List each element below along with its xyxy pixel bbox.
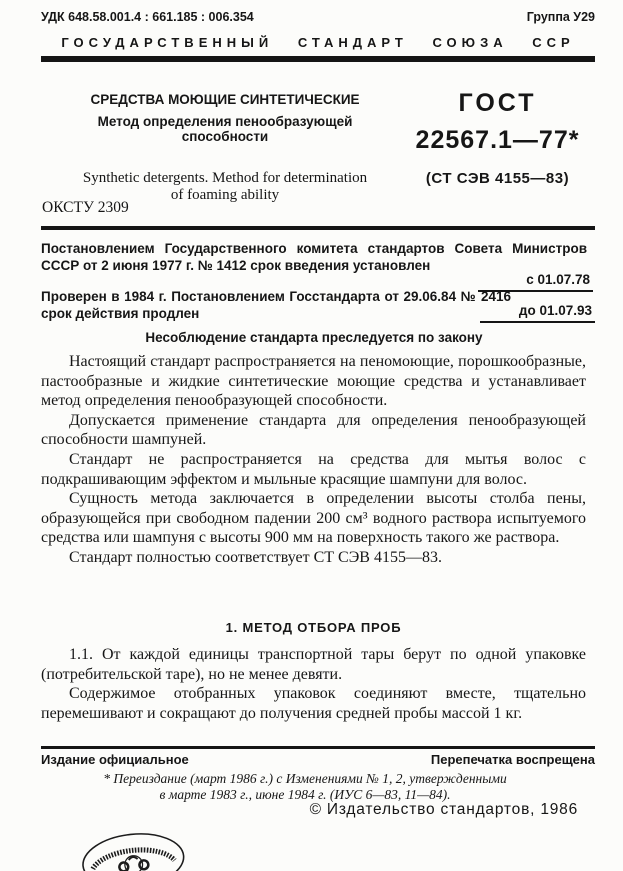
udk-code: УДК 648.58.001.4 : 661.185 : 006.354 [41, 10, 254, 24]
scope-paragraph: Настоящий стандарт распространяется на пеномоющие, порошкообразные, пастообразные и жидкие синтетические моющие средства и устанавливает метод определения пенообразующей способности. [41, 353, 586, 410]
enactment-paragraph-2: Проверен в 1984 г. Постановлением Госстандарта от 29.06.84 № 2416 срок действия продлен [41, 289, 511, 321]
extended-date-row [480, 302, 595, 323]
reissue-footnote [60, 771, 550, 803]
state-standard-banner: ГОСУДАРСТВЕННЫЙ СТАНДАРТ СОЮЗА ССР [61, 35, 575, 50]
top-divider-rule [41, 56, 595, 62]
reprint-prohibited-label: Перепечатка воспрещена [430, 752, 595, 767]
reissue-footnote-line1: * Переиздание (март 1986 г.) с Изменениями № 1, 2, утвержденными [103, 771, 507, 786]
title-russian-line2: Метод определения пенообразующей способности [97, 114, 353, 144]
section-1-paragraph: Содержимое отобранных упаковок соединяют вместе, тщательно перемешивают и сокращают до получения средней пробы массой 1 кг. [41, 685, 586, 722]
section-1-paragraph: 1.1. От каждой единицы транспортной тары берут по одной упаковке (потребительской таре), но не менее девяти. [41, 646, 586, 683]
gost-label: ГОСТ [458, 89, 537, 117]
okstu-code: ОКСТУ 2309 [42, 199, 129, 216]
section-1-heading: 1. МЕТОД ОТБОРА ПРОБ [225, 620, 402, 635]
standard-scope-text [41, 352, 586, 568]
okstu-divider-rule [41, 226, 595, 230]
gost-designation-block [405, 90, 590, 187]
library-stamp-icon [46, 828, 221, 871]
title-russian-line1: СРЕДСТВА МОЮЩИЕ СИНТЕТИЧЕСКИЕ [90, 92, 360, 107]
title-english-line2: of foaming ability [170, 187, 280, 203]
group-code: Группа У29 [526, 10, 595, 24]
scope-paragraph: Допускается применение стандарта для определения пенообразующей способности шампуней. [41, 411, 586, 449]
standard-title-block [55, 92, 395, 204]
scope-paragraph: Сущность метода заключается в определении высоты столба пены, образующейся при свободном падении 200 см³ водного раствора испытуемого средства или шампуня с высоты 900 мм на поверхность такого же раствора. [41, 490, 586, 547]
law-enforcement-notice: Несоблюдение стандарта преследуется по закону [145, 330, 483, 345]
scope-paragraph: Стандарт не распространяется на средства для мытья волос с подкрашивающим эффектом и мыльные красящие шампуни для волос. [41, 450, 586, 488]
official-edition-label: Издание официальное [41, 752, 189, 767]
reissue-footnote-line2: в марте 1983 г., июне 1984 г. (ИУС 6—83, 11—84). [159, 787, 451, 802]
gost-number: 22567.1—77* [415, 126, 580, 154]
effective-from-date: с 01.07.78 [478, 272, 593, 292]
gost-sev-reference: (СТ СЭВ 4155—83) [425, 170, 570, 187]
enactment-paragraph-1: Постановлением Государственного комитета стандартов Совета Министров СССР от 2 июня 1977 г. № 1412 срок введения установлен [41, 241, 587, 273]
scope-paragraph: Стандарт полностью соответствует СТ СЭВ 4155—83. [69, 548, 442, 566]
edition-notice-row [41, 752, 595, 767]
extended-until-date: до 01.07.93 [480, 303, 595, 323]
publisher-copyright: © Издательство стандартов, 1986 [309, 801, 578, 818]
udk-group-row [41, 10, 595, 25]
title-english-line1: Synthetic detergents. Method for determination [82, 170, 368, 186]
footer-divider-rule [41, 746, 595, 749]
section-1-body [41, 645, 586, 723]
